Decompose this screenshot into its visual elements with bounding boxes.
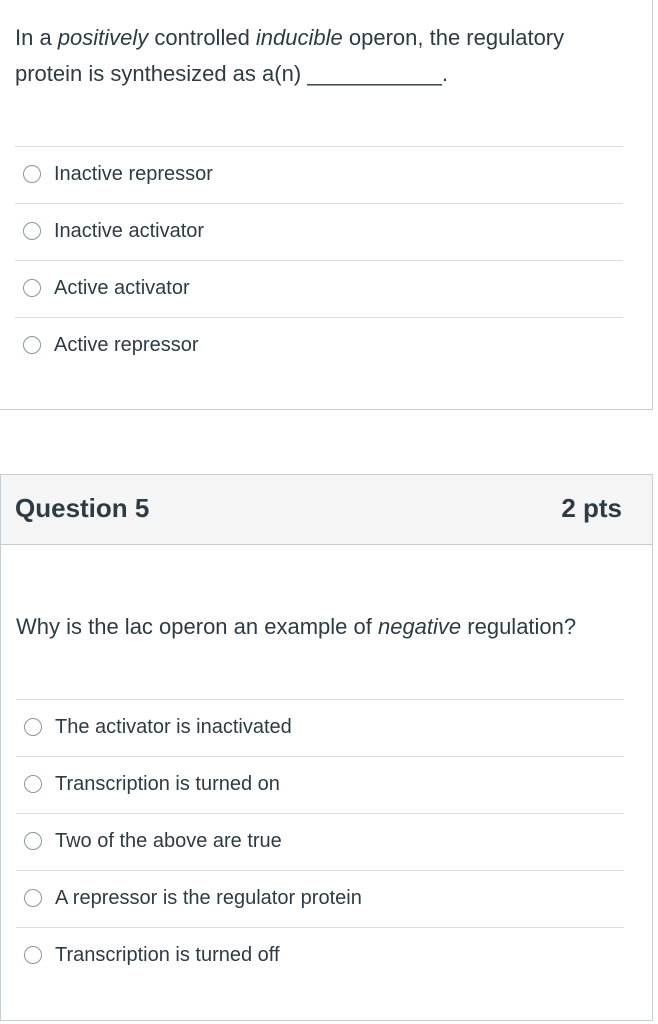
radio-button[interactable] (24, 946, 42, 964)
answer-label[interactable]: Two of the above are true (55, 830, 282, 852)
answer-label[interactable]: Active activator (54, 277, 190, 299)
answer-option[interactable] (15, 146, 623, 203)
answer-label[interactable]: Inactive repressor (54, 163, 213, 185)
question-4-text: In a positively controlled inducible operon, the regulatory protein is synthesized as a(n) ___________. (15, 25, 565, 86)
radio-button[interactable] (23, 336, 41, 354)
question-5-header (1, 475, 652, 545)
answer-label[interactable]: A repressor is the regulator protein (55, 887, 362, 909)
question-5-answers (16, 699, 624, 984)
radio-button[interactable] (24, 718, 42, 736)
answer-option[interactable] (15, 203, 623, 260)
question-points: 2 pts (561, 493, 622, 523)
question-5-text: Why is the lac operon an example of negative regulation? (16, 614, 577, 639)
radio-button[interactable] (23, 165, 41, 183)
answer-label[interactable]: Transcription is turned on (55, 773, 280, 795)
answer-label[interactable]: The activator is inactivated (55, 716, 292, 738)
question-title: Question 5 (15, 493, 150, 523)
answer-label[interactable]: Transcription is turned off (55, 944, 280, 966)
question-4-answers (15, 146, 623, 374)
question-4-panel (0, 0, 653, 410)
radio-button[interactable] (23, 222, 41, 240)
radio-button[interactable] (24, 832, 42, 850)
answer-label[interactable]: Inactive activator (54, 220, 205, 242)
answer-option[interactable] (16, 756, 624, 813)
answer-option[interactable] (15, 260, 623, 317)
radio-button[interactable] (23, 279, 41, 297)
question-5-panel (0, 474, 653, 1021)
answer-option[interactable] (16, 699, 624, 756)
answer-option[interactable] (16, 813, 624, 870)
answer-label[interactable]: Active repressor (54, 334, 199, 356)
answer-option[interactable] (16, 927, 624, 984)
radio-button[interactable] (24, 889, 42, 907)
answer-option[interactable] (16, 870, 624, 927)
answer-option[interactable] (15, 317, 623, 374)
radio-button[interactable] (24, 775, 42, 793)
